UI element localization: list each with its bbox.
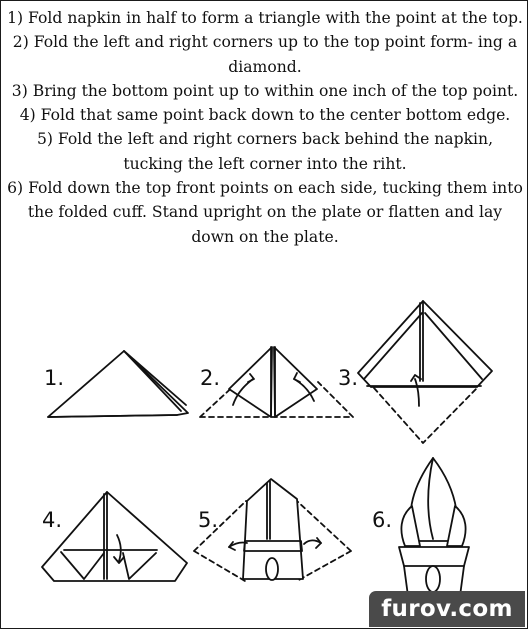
step-3-label: 3.: [338, 366, 359, 390]
site-watermark: furov.com: [369, 591, 525, 627]
instruction-step-3: 3) Bring the bottom point up to within one inch of the top point.: [11, 81, 519, 100]
step-2-label: 2.: [200, 366, 221, 390]
step-1-label: 1.: [44, 366, 65, 390]
instruction-step-2: 2) Fold the left and right corners up to the top point form- ing a diamond.: [12, 33, 518, 76]
step-3-diagram: [358, 301, 492, 443]
instruction-step-6: 6) Fold down the top front points on each side, tucking them into the folded cuff. Stand upright on the plate or flatten and lay down on the plate.: [7, 179, 523, 246]
step-6-label: 6.: [372, 508, 393, 532]
step-1-diagram: [48, 351, 188, 417]
instruction-step-4: 4) Fold that same point back down to the center bottom edge.: [19, 106, 511, 125]
instruction-step-5: 5) Fold the left and right corners back behind the napkin, tucking the left corner into the riht.: [36, 130, 494, 173]
instruction-step-1: 1) Fold napkin in half to form a triangle with the point at the top.: [7, 9, 523, 27]
step-5-label: 5.: [198, 508, 219, 532]
step-6-diagram: [399, 458, 469, 596]
step-2-diagram: [200, 347, 353, 417]
step-4-label: 4.: [42, 508, 63, 532]
folding-diagrams: [1, 1, 527, 628]
step-4-diagram: [42, 492, 187, 581]
